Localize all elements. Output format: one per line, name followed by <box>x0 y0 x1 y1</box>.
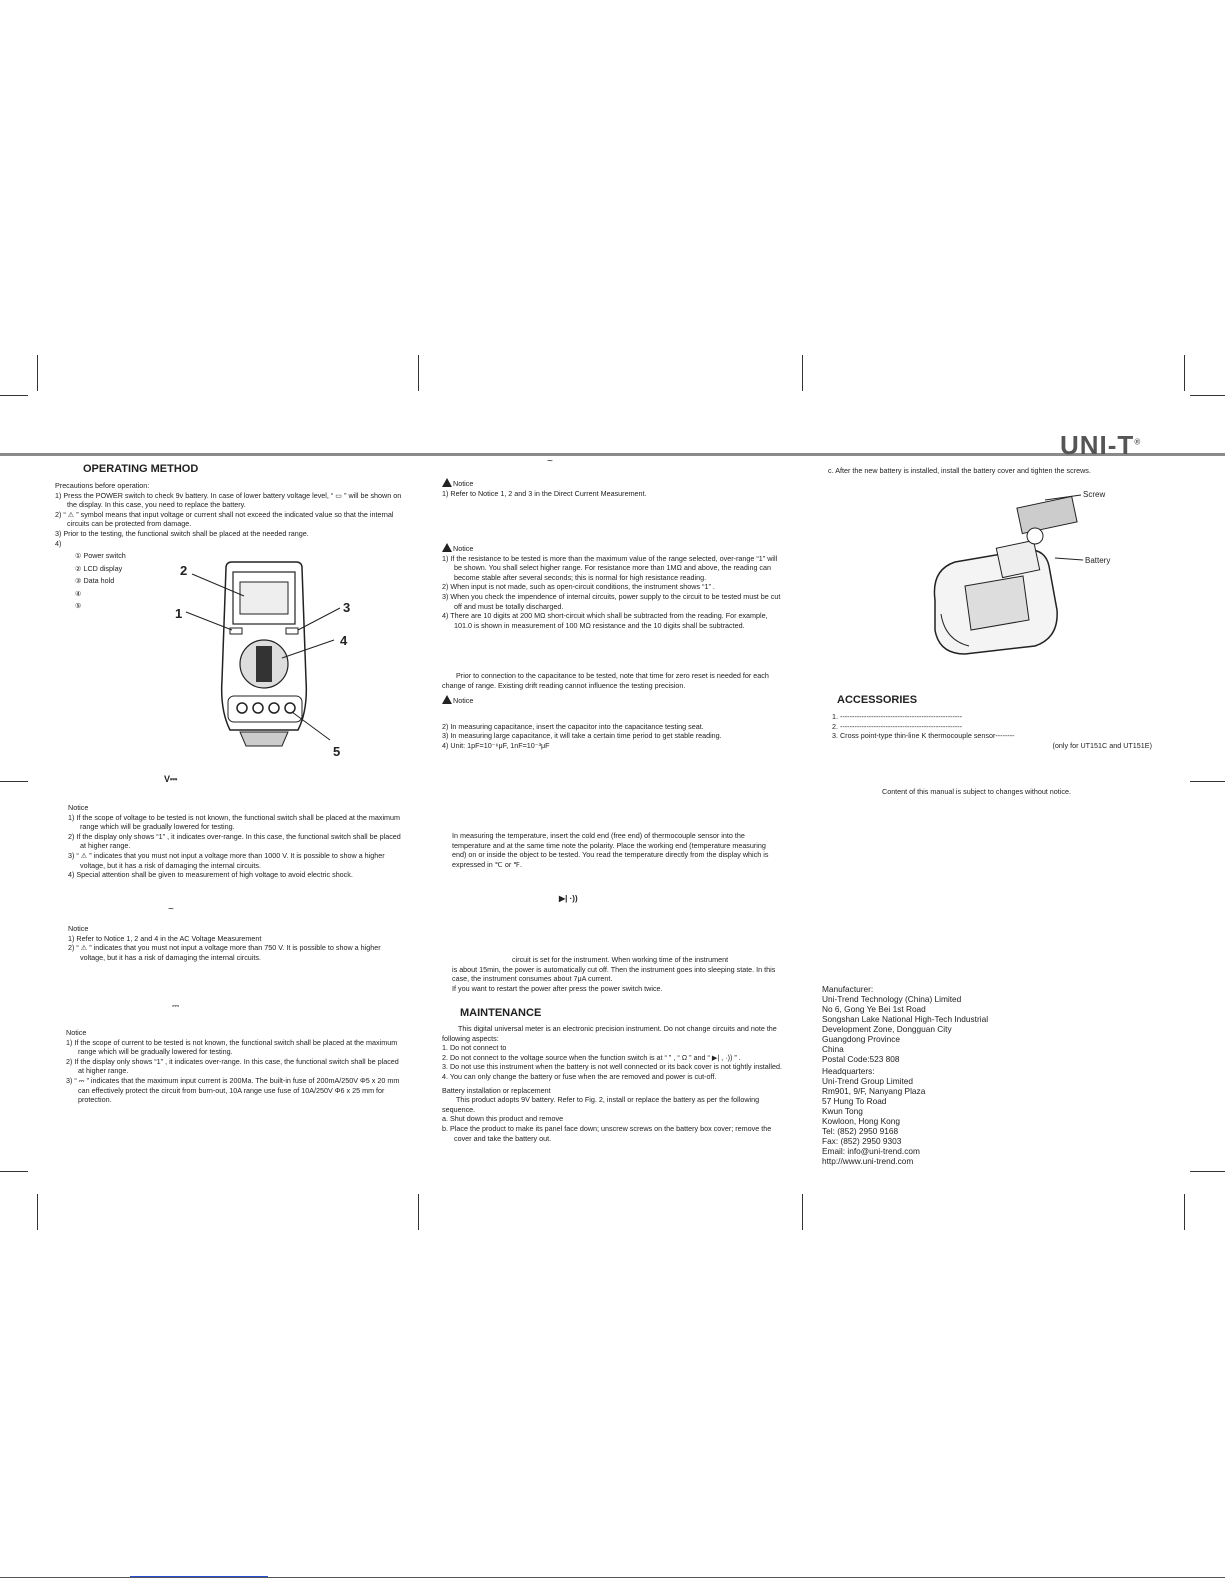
legend-item: ① Power switch <box>75 551 126 561</box>
contact-line: Uni-Trend Group Limited <box>822 1076 913 1086</box>
notice-block <box>68 924 406 962</box>
notice-title: Notice <box>442 695 782 706</box>
sleep-line: circuit is set for the instrument. When working time of the instrument <box>512 955 729 964</box>
warning-icon <box>442 478 452 487</box>
list-item: 2) In measuring capacitance, insert the capacitor into the capacitance testing seat. <box>442 721 704 731</box>
list-item: 1) Refer to Notice 1, 2 and 3 in the Direct Current Measurement. <box>442 488 647 498</box>
list-item: 4) There are 10 digits at 200 MΩ short-circuit which shall be subtracted from the reading. For example, 101.0 is shown in measurement of 100 MΩ resistance and the 10 digits shall be subtracted. <box>442 611 768 630</box>
list-item: 4) Special attention shall be given to measurement of high voltage to avoid electric shock. <box>68 870 353 880</box>
list-item: 3) “ ⎓ ” indicates that the maximum input current is 200Ma. The built-in fuse of 200mA/250V Φ5 x 20 mm can effectively protect the circuit from burn-out, 10A range use fuse of 10A/250V Φ6 x 25 mm for protection. <box>66 1075 400 1105</box>
list-item: 3. Do not use this instrument when the battery is not well connected or its back cover is not tightly installed. <box>442 1062 782 1072</box>
crop-mark <box>418 355 419 391</box>
list-item: 2) If the display only shows “1” , it indicates over-range. In this case, the functional switch shall be placed at higher range. <box>66 1056 399 1076</box>
crop-mark <box>0 1171 28 1172</box>
figure-label: 5 <box>333 744 341 759</box>
list-item: 3) In measuring large capacitance, it will take a certain time period to get stable reading. <box>442 731 722 741</box>
contact-line: Songshan Lake National High-Tech Industrial <box>822 1014 989 1024</box>
list-item: 1) If the scope of current to be tested is not known, the functional switch shall be placed at the maximum range which will be gradually lowered for testing. <box>66 1037 398 1057</box>
list-item: 4) <box>55 538 62 548</box>
list-item: 1) If the resistance to be tested is more than the maximum value of the range selected, over-range “1” will be shown. You shall select higher range. For resistance more than 1MΩ and above, the reading can become stable after several seconds; this is normal for high resistance reading. <box>442 553 778 582</box>
list-item: 2) “ ⚠ ” symbol means that input voltage or current shall not exceed the indicated value so that the internal circuits can be protected from damage. <box>55 509 394 529</box>
contact-line: Postal Code:523 808 <box>822 1054 900 1064</box>
notice-title: Notice <box>442 478 782 489</box>
maintenance-block <box>442 1024 782 1143</box>
list-item: 2) When input is not made, such as open-circuit conditions, the instrument shows “1” . <box>442 582 715 592</box>
list-item: 1. Do not connect to <box>442 1043 507 1053</box>
list-item: 3. Cross point-type thin-line K thermocouple sensor-------- <box>832 731 1015 741</box>
battery-heading: Battery installation or replacement <box>442 1085 551 1095</box>
dcv-symbol: V⎓ <box>164 774 178 784</box>
warning-icon <box>442 695 452 704</box>
headquarters-block <box>822 1066 1122 1166</box>
contact-line: Tel: (852) 2950 9168 <box>822 1126 899 1136</box>
list-item: 2. Do not connect to the voltage source when the function switch is at “ ” , “ Ω ” and “ ▶| , ·)) ” . <box>442 1052 741 1062</box>
list-item: 3) “ ⚠ ” indicates that you must not input a voltage more than 1000 V. It is possible to show a higher voltage, but it has a risk of damaging the internal circuits. <box>68 850 385 870</box>
footer-link-underline <box>130 1576 268 1577</box>
figure-label: 1 <box>175 606 183 621</box>
contact-line: Development Zone, Dongguan City <box>822 1024 952 1034</box>
capacitance-intro: Prior to connection to the capacitance to be tested, note that time for zero reset is needed for each change of range. Existing drift reading cannot influence the testing precision. <box>442 671 769 690</box>
crop-mark <box>802 1194 803 1230</box>
header-rule <box>0 453 1225 456</box>
legend-item: ② LCD display <box>75 563 123 573</box>
contact-line: Manufacturer: <box>822 984 874 994</box>
list-item: 1) Refer to Notice 1, 2 and 4 in the AC Voltage Measurement <box>68 933 262 943</box>
notice-block <box>442 695 782 750</box>
figure-label: 2 <box>180 563 188 578</box>
website-link[interactable]: http://www.uni-trend.com <box>822 1156 914 1166</box>
notice-block <box>442 543 782 630</box>
figure-label: Screw <box>1083 490 1106 499</box>
legend-item: ④ <box>75 588 82 598</box>
figure-label: Battery <box>1085 556 1111 565</box>
notice-block <box>68 803 406 880</box>
crop-mark <box>1184 1194 1185 1230</box>
section-title: OPERATING METHOD <box>83 463 199 475</box>
notice-title: Notice <box>442 543 782 554</box>
list-item: b. Place the product to make its panel face down; unscrew screws on the battery box cover; remove the cover and take the battery out. <box>442 1123 772 1143</box>
list-item: a. Shut down this product and remove <box>442 1114 564 1124</box>
crop-mark <box>418 1194 419 1230</box>
multimeter-figure <box>170 560 370 760</box>
crop-mark <box>1190 1171 1225 1172</box>
section-title: ACCESSORIES <box>837 694 918 706</box>
sleep-text <box>452 955 782 993</box>
crop-mark <box>1184 355 1185 391</box>
notice-title: Notice <box>68 803 89 812</box>
contact-line: Kwun Tong <box>822 1106 863 1116</box>
notice-block <box>442 478 782 498</box>
crop-mark <box>1190 395 1225 396</box>
notice-block <box>66 1028 406 1105</box>
contact-line: Kowloon, Hong Kong <box>822 1116 900 1126</box>
contact-line: Guangdong Province <box>822 1034 900 1044</box>
contact-line: Fax: (852) 2950 9303 <box>822 1136 902 1146</box>
list-item: 3) Prior to the testing, the functional switch shall be placed at the needed range. <box>55 528 309 538</box>
notice-title: Notice <box>66 1028 87 1037</box>
list-item: 1) If the scope of voltage to be tested is not known, the functional switch shall be placed at the maximum range which will be gradually lowered for testing. <box>68 812 401 832</box>
brand-logo: UNI-T® <box>1060 430 1142 460</box>
crop-mark <box>37 1194 38 1230</box>
list-item: 3) When you check the impendence of internal circuits, power supply to the circuit to be tested must be cut off and must be totally discharged. <box>442 591 781 611</box>
crop-mark <box>0 781 28 782</box>
list-item: 4. You can only change the battery or fuse when the are removed and power is cut-off. <box>442 1071 717 1081</box>
sleep-line: If you want to restart the power after press the power switch twice. <box>452 983 663 993</box>
acv-symbol: ~ <box>168 904 174 915</box>
disclaimer: Content of this manual is subject to changes without notice. <box>882 787 1071 796</box>
battery-step-c: c. After the new battery is installed, install the battery cover and tighten the screws. <box>828 466 1091 475</box>
legend-item: ⑤ <box>75 601 82 611</box>
maintenance-intro: This digital universal meter is an electronic precision instrument. Do not change circuits and note the following aspects: <box>442 1024 777 1043</box>
crop-mark <box>802 355 803 391</box>
crop-mark <box>37 355 38 391</box>
list-item: 2) If the display only shows “1” , it indicates over-range. In this case, the functional switch shall be placed at higher range. <box>68 831 401 851</box>
diode-continuity-icon: ▶| ·)) <box>559 894 578 903</box>
contact-line: Headquarters: <box>822 1066 875 1076</box>
list-item: 1. --------------------------------------------------- <box>832 712 963 721</box>
battery-figure <box>925 490 1095 660</box>
figure-label: 3 <box>343 600 351 615</box>
temperature-text: In measuring the temperature, insert the cold end (free end) of thermocouple sensor into the temperature and at the same time note the polarity. Place the working end (temperature measuring end) on or inside the object to be tested. You read the temperature directly from the display which is expressed in ℃ or ℉. <box>452 831 769 869</box>
section-title: MAINTENANCE <box>460 1007 542 1019</box>
list-item: 1) Press the POWER switch to check 9v battery. In case of lower battery voltage level, “ ▭ ” will be shown on the display. In this case, you need to replace the battery. <box>55 490 402 510</box>
contact-line: No 6, Gong Ye Bei 1st Road <box>822 1004 926 1014</box>
accessories-list <box>832 712 1162 750</box>
precautions-heading: Precautions before operation: <box>55 481 150 490</box>
contact-line: China <box>822 1044 844 1054</box>
contact-line: 57 Hung To Road <box>822 1096 887 1106</box>
contact-line: Uni-Trend Technology (China) Limited <box>822 994 962 1004</box>
crop-mark <box>0 395 28 396</box>
contact-line: Email: info@uni-trend.com <box>822 1146 920 1156</box>
figure-label: 4 <box>340 633 348 648</box>
warning-icon <box>442 543 452 552</box>
footer-rule <box>0 1577 1225 1578</box>
sleep-line: is about 15min, the power is automatically cut off. Then the instrument goes into sleeping state. In this case, the instrument consumes about 7μA current. <box>452 964 776 984</box>
list-item: 4) Unit: 1pF=10⁻⁶μF, 1nF=10⁻³μF <box>442 740 550 750</box>
crop-mark <box>1190 781 1225 782</box>
manufacturer-block <box>822 984 1122 1064</box>
legend-item: ③ Data hold <box>75 576 115 586</box>
battery-intro: This product adopts 9V battery. Refer to Fig. 2, install or replace the battery as per the following sequence. <box>442 1095 760 1114</box>
dca-symbol: ⎓ <box>172 1001 180 1011</box>
contact-line: Rm901, 9/F, Nanyang Plaza <box>822 1086 926 1096</box>
aca-symbol: ~ <box>547 456 553 467</box>
list-item: 2) “ ⚠ ” indicates that you must not input a voltage more than 750 V. It is possible to show a higher voltage, but it has a risk of damaging the internal circuits. <box>68 943 381 962</box>
list-item: 2. --------------------------------------------------- <box>832 721 963 731</box>
notice-title: Notice <box>68 924 89 933</box>
accessory-note: (only for UT151C and UT151E) <box>1052 740 1152 750</box>
